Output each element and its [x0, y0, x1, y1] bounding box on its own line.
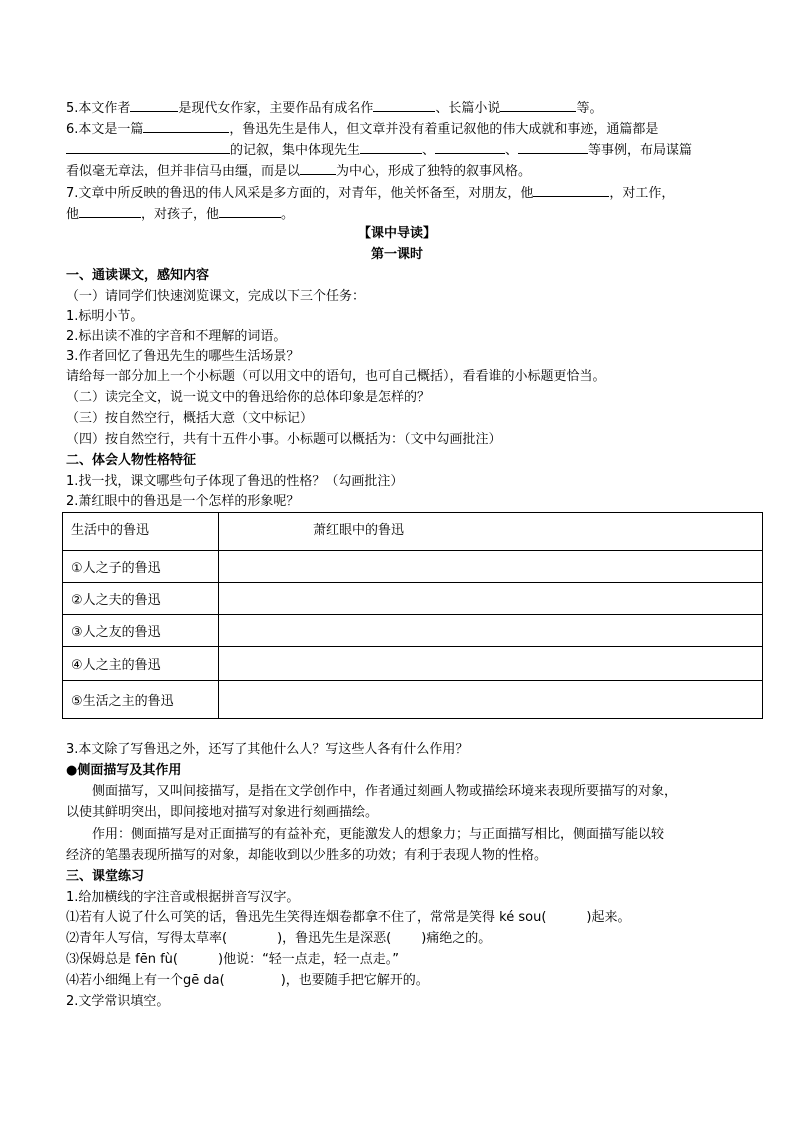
q7-blank-children[interactable] [219, 203, 281, 218]
s3-question-2: 2.文学常识填空。 [66, 994, 170, 1009]
exercise-4-pinyin: gē da( [183, 973, 225, 988]
exercise-2-mid: )，鲁迅先生是深恶( [277, 931, 392, 946]
table-row [63, 615, 763, 647]
q7-text-d: ，对孩子，他 [141, 207, 220, 222]
luxun-image-table [62, 512, 763, 719]
exercise-4-end: )，也要随手把它解开的。 [280, 973, 429, 988]
section1-heading: 一、通读课文，感知内容 [66, 268, 210, 283]
table-row-label: ①人之子的鲁迅 [63, 551, 219, 583]
q6-blank-example3[interactable] [518, 139, 588, 154]
q6-text-d: 、 [422, 143, 436, 158]
table-answer-cell[interactable] [219, 615, 763, 647]
q5-blank-author[interactable] [130, 97, 178, 112]
exercise-2-end: )痛绝之的。 [421, 931, 492, 946]
s2-question-3: 3.本文除了写鲁迅之外，还写了其他什么人？写这些人各有什么作用？ [66, 742, 469, 757]
q5-text-d: 等。 [576, 101, 603, 116]
table-row-label: ⑤生活之主的鲁迅 [63, 681, 219, 719]
q6-text-c: 的记叙，集中体现先生 [230, 143, 361, 158]
q6-text-h: 为中心，形成了独特的叙事风格。 [336, 164, 532, 179]
q6-blank-genre[interactable] [143, 118, 229, 133]
side-description-title: ●侧面描写及其作用 [66, 763, 182, 778]
s1-part-c: （三）按自然空行，概括大意（文中标记） [66, 411, 314, 426]
q6-text-f: 等事例，布局谋篇 [588, 143, 693, 158]
exercise-3-pinyin: fēn fù( [135, 952, 178, 967]
s1-part-d: （四）按自然空行，共有十五件小事。小标题可以概括为：（文中勾画批注） [66, 432, 502, 447]
table-header-view: 萧红眼中的鲁迅 [219, 513, 763, 551]
side-description-p2a: 作用：侧面描写是对正面描写的有益补充，更能激发人的想象力；与正面描写相比，侧面描写能以较 [92, 827, 665, 842]
table-row-label: ②人之夫的鲁迅 [63, 583, 219, 615]
table-row [63, 583, 763, 615]
q7-text-a: 7.文章中所反映的鲁迅的伟人风采是多方面的，对青年，他关怀备至，对朋友，他 [66, 186, 534, 201]
q7-blank-work[interactable] [79, 203, 141, 218]
table-row [63, 681, 763, 719]
s1-task-2: 2.标出读不准的字音和不理解的词语。 [66, 329, 287, 344]
table-header-life: 生活中的鲁迅 [63, 513, 219, 551]
s3-question-1: 1.给加横线的字注音或根据拼音写汉字。 [66, 890, 300, 905]
q6-text-b: ，鲁迅先生是伟人，但文章并没有着重记叙他的伟大成就和事迹，通篇都是 [229, 122, 659, 137]
q7-text-b: ，对工作， [609, 186, 675, 201]
exercise-1-pinyin: ké sou( [499, 910, 547, 925]
table-answer-cell[interactable] [219, 551, 763, 583]
q7-text-c: 他 [66, 207, 80, 222]
exercise-1 [66, 908, 630, 928]
section-title-guide: 【课中导读】 [357, 226, 436, 241]
q7-blank-friends[interactable] [533, 182, 609, 197]
question-7-line2 [66, 203, 294, 225]
exercise-3 [66, 950, 399, 970]
exercise-1-end: )起来。 [586, 910, 631, 925]
q6-text-e: 、 [505, 143, 519, 158]
side-description-p2b: 经济的笔墨表现所描写的对象，却能收到以少胜多的功效；有利于表现人物的性格。 [66, 848, 548, 863]
s1-task-3: 3.作者回忆了鲁迅先生的哪些生活场景？ [66, 349, 300, 364]
exercise-1-text: ⑴若有人说了什么可笑的话，鲁迅先生笑得连烟卷都拿不住了，常常是笑得 [66, 910, 496, 925]
s2-question-1: 1.找一找，课文哪些句子体现了鲁迅的性格？（勾画批注） [66, 474, 404, 489]
question-6-line1 [66, 118, 658, 140]
s1-task-3b: 请给每一部分加上一个小标题（可以用文中的语句，也可自己概括），看看谁的小标题更恰当。 [66, 369, 606, 384]
table-answer-cell[interactable] [219, 647, 763, 681]
q6-blank-content[interactable] [66, 139, 230, 154]
exercise-4 [66, 971, 429, 991]
exercise-3-end: )他说：“轻一点走，轻一点走。” [218, 952, 400, 967]
question-7-line1 [66, 182, 674, 204]
exercise-3-text: ⑶保姆总是 [66, 952, 132, 967]
table-row [63, 647, 763, 681]
table-answer-cell[interactable] [219, 583, 763, 615]
q5-text-c: 、长篇小说 [435, 101, 501, 116]
s1-task-1: 1.标明小节。 [66, 309, 144, 324]
q6-blank-example2[interactable] [435, 139, 505, 154]
table-row-label: ③人之友的鲁迅 [63, 615, 219, 647]
question-6-line3 [66, 160, 531, 182]
q6-text-g: 看似毫无章法，但并非信马由缰，而是以 [66, 164, 301, 179]
q6-text-a: 6.本文是一篇 [66, 122, 144, 137]
s1-part-a: （一）请同学们快速浏览课文，完成以下三个任务： [66, 289, 366, 304]
table-answer-cell[interactable] [219, 681, 763, 719]
q7-text-e: 。 [281, 207, 295, 222]
q5-blank-novel[interactable] [500, 97, 576, 112]
question-6-line2 [66, 139, 692, 161]
side-description-p1b: 以使其鲜明突出，即间接地对描写对象进行刻画描绘。 [66, 805, 379, 820]
q5-blank-debut[interactable] [373, 97, 435, 112]
q5-text-a: 5.本文作者 [66, 101, 131, 116]
s1-part-b: （二）读完全文，说一说文中的鲁迅给你的总体印象是怎样的？ [66, 390, 431, 405]
side-description-p1a: 侧面描写，又叫间接描写，是指在文学创作中，作者通过刻画人物或描绘环境来表现所要描写的对象， [92, 784, 678, 799]
q6-blank-example1[interactable] [360, 139, 422, 154]
exercise-2-text: ⑵青年人写信，写得太草率( [66, 931, 228, 946]
table-header-row [63, 513, 763, 551]
exercise-4-text: ⑷若小细绳上有一个 [66, 973, 184, 988]
exercise-2 [66, 929, 491, 949]
question-5 [66, 97, 602, 119]
section3-heading: 三、课堂练习 [66, 869, 145, 884]
q5-text-b: 是现代女作家，主要作品有成名作 [178, 101, 374, 116]
s2-question-2: 2.萧红眼中的鲁迅是一个怎样的形象呢？ [66, 494, 300, 509]
table-row [63, 551, 763, 583]
lesson-title: 第一课时 [370, 247, 423, 262]
table-row-label: ④人之主的鲁迅 [63, 647, 219, 681]
section2-heading: 二、体会人物性格特征 [66, 453, 197, 468]
q6-blank-center[interactable] [300, 160, 336, 175]
